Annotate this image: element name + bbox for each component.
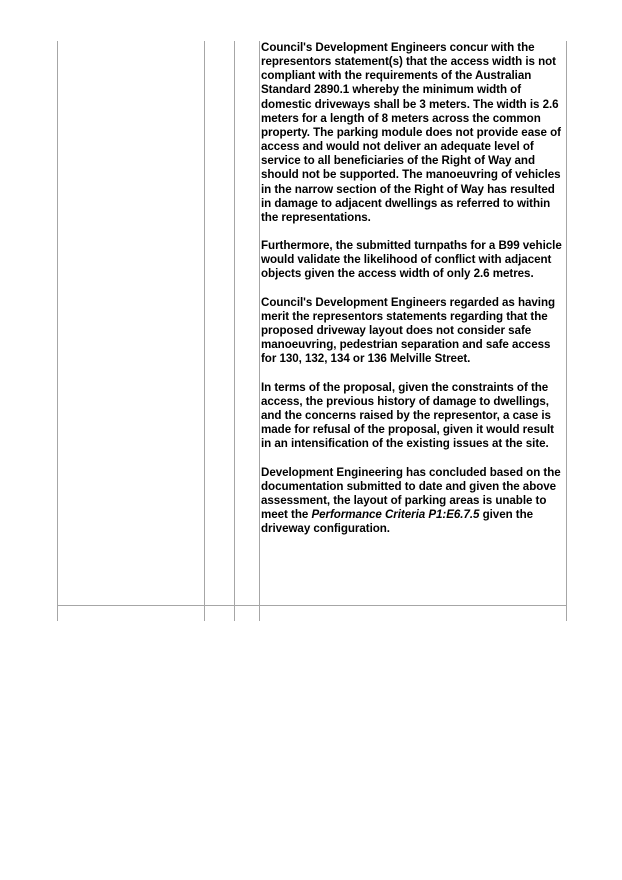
table-column-divider-3	[259, 41, 260, 621]
paragraph-refusal-case: In terms of the proposal, given the constraints of the access, the previous history of damage to dwellings, and the concerns raised by the representor, a case is made for refusal of the proposal, given it would result in an intensification of the existing issues at the site.	[261, 380, 554, 451]
conclusion-text-end: given the driveway configuration.	[261, 508, 534, 536]
paragraph-conclusion	[261, 466, 567, 537]
table-cell-empty-1	[58, 41, 204, 605]
paragraph-access-width: Council's Development Engineers concur with the representors statement(s) that the access width is not compliant with the requirements of the Australian Standard 2890.1 whereby the minimum width of domestic driveways shall be 3 meters. The width is 2.6 meters for a length of 8 meters across the common property. The parking module does not provide ease of access and would not deliver an adequate level of service to all beneficiaries of the Right of Way and should not be supported. The manoeuvring of vehicles in the narrow section of the Right of Way has resulted in damage to adjacent dwellings as referred to within the representations.	[261, 41, 561, 224]
paragraph-representor-merit: Council's Development Engineers regarded as having merit the representors statements regarding that the proposed driveway layout does not consider safe manoeuvring, pedestrian separation and safe access for 130, 132, 134 or 136 Melville Street.	[261, 295, 556, 366]
performance-criteria-reference: Performance Criteria P1:E6.7.5	[311, 508, 480, 522]
table-cell-empty-2	[205, 41, 234, 605]
assessment-comment-cell	[261, 41, 567, 536]
conclusion-text-start: Development Engineering has concluded based on the documentation submitted to date and given the above assessment, the layout of parking areas is unable to meet the	[261, 465, 561, 522]
table-cell-empty-3	[235, 41, 259, 605]
paragraph-turnpaths: Furthermore, the submitted turnpaths for a B99 vehicle would validate the likelihood of conflict with adjacent objects given the access width of only 2.6 metres.	[261, 239, 562, 281]
table-row-divider	[57, 605, 567, 606]
